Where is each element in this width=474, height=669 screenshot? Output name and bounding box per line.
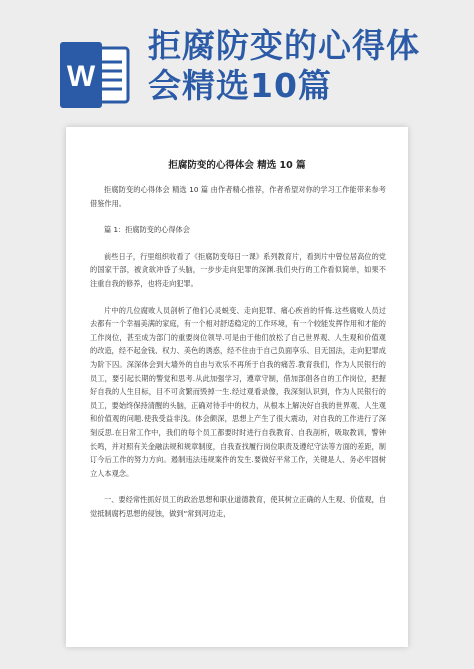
banner-title-line2: 会精选10篇 <box>148 66 332 105</box>
intro-paragraph: 拒腐防变的心得体会 精选 10 篇 由作者精心推荐，作者希望对你的学习工作能带来参考借鉴作用。 <box>90 185 386 208</box>
word-document-icon <box>58 40 132 110</box>
body-paragraph-2: 片中的几位腐败人员剖析了他们心灵蜕变、走向犯罪、痛心疾首的忏悔.这些腐败人员过去都有一个幸福美满的家庭，有一个相对舒适稳定的工作环境，有一个较能发挥作用和才能的工作岗位，甚至成为部门的重要岗位领导.可是由于他们放松了自己世界观、人生观和价值观的改造，经不起金钱、权力、美色的诱惑，经不住由于自己负面享乐、目无国法，走向犯罪成为阶下囚。深深体会到大墙外的自由与欢乐不再所于自我的痛苦.教育我们，作为人民银行的员工，要引起长期的警觉和思考.从此加强学习，遵章守制，借加部倡各自的工作岗位，把握好自我的人生目标，目不可贪繁而毁掉一生.经过观看录像，我深刻认识到，作为人民银行的员工，要始终保持清醒的头脑，正确对待手中的权力，从根本上解决好自我的世界观、人生观和价值观的问题.使我受益非浅。体会颇深，思想上产生了很大震动，对自我的工作进行了深刻反思.在日常工作中，我们的每个员工都要时时进行自我教育、自我剖析，吸取教训，警钟长鸣，并对照有关金融法规和规章制度，自我查找履行岗位职责及遵纪守法等方面的差距，制订今后工作的努力方向。遏制违法违规案件的发生.要做好平常工作，关键是人、务必牢固树立人本观念。 <box>90 305 386 478</box>
body-paragraph-1: 前些日子，行里组织收看了《拒腐防变每日一课》系列教育片，看到片中曾位居高位的党的国家干部，被贪欲冲昏了头脑，一步步走向犯罪的深渊.我们央行的工作看似简单，如果不注重自我的修养，也将走向犯罪。 <box>90 251 386 288</box>
banner-title <box>148 26 448 106</box>
document-title: 拒腐防变的心得体会 精选 10 篇 <box>168 160 306 171</box>
banner-title-line1: 拒腐防变的心得体 <box>148 26 420 65</box>
document-page <box>66 127 408 647</box>
header-banner <box>0 0 474 125</box>
section-heading: 篇 1：拒腐防变的心得体会 <box>104 225 190 235</box>
document-body <box>90 183 386 533</box>
word-icon-letter: W <box>66 60 96 93</box>
body-paragraph-3: 一、要经常性抓好员工的政治思想和职业道德教育，使其树立正确的人生观、价值观，自觉抵制腐朽思想的侵蚀，做到“常到河边走， <box>90 495 386 518</box>
